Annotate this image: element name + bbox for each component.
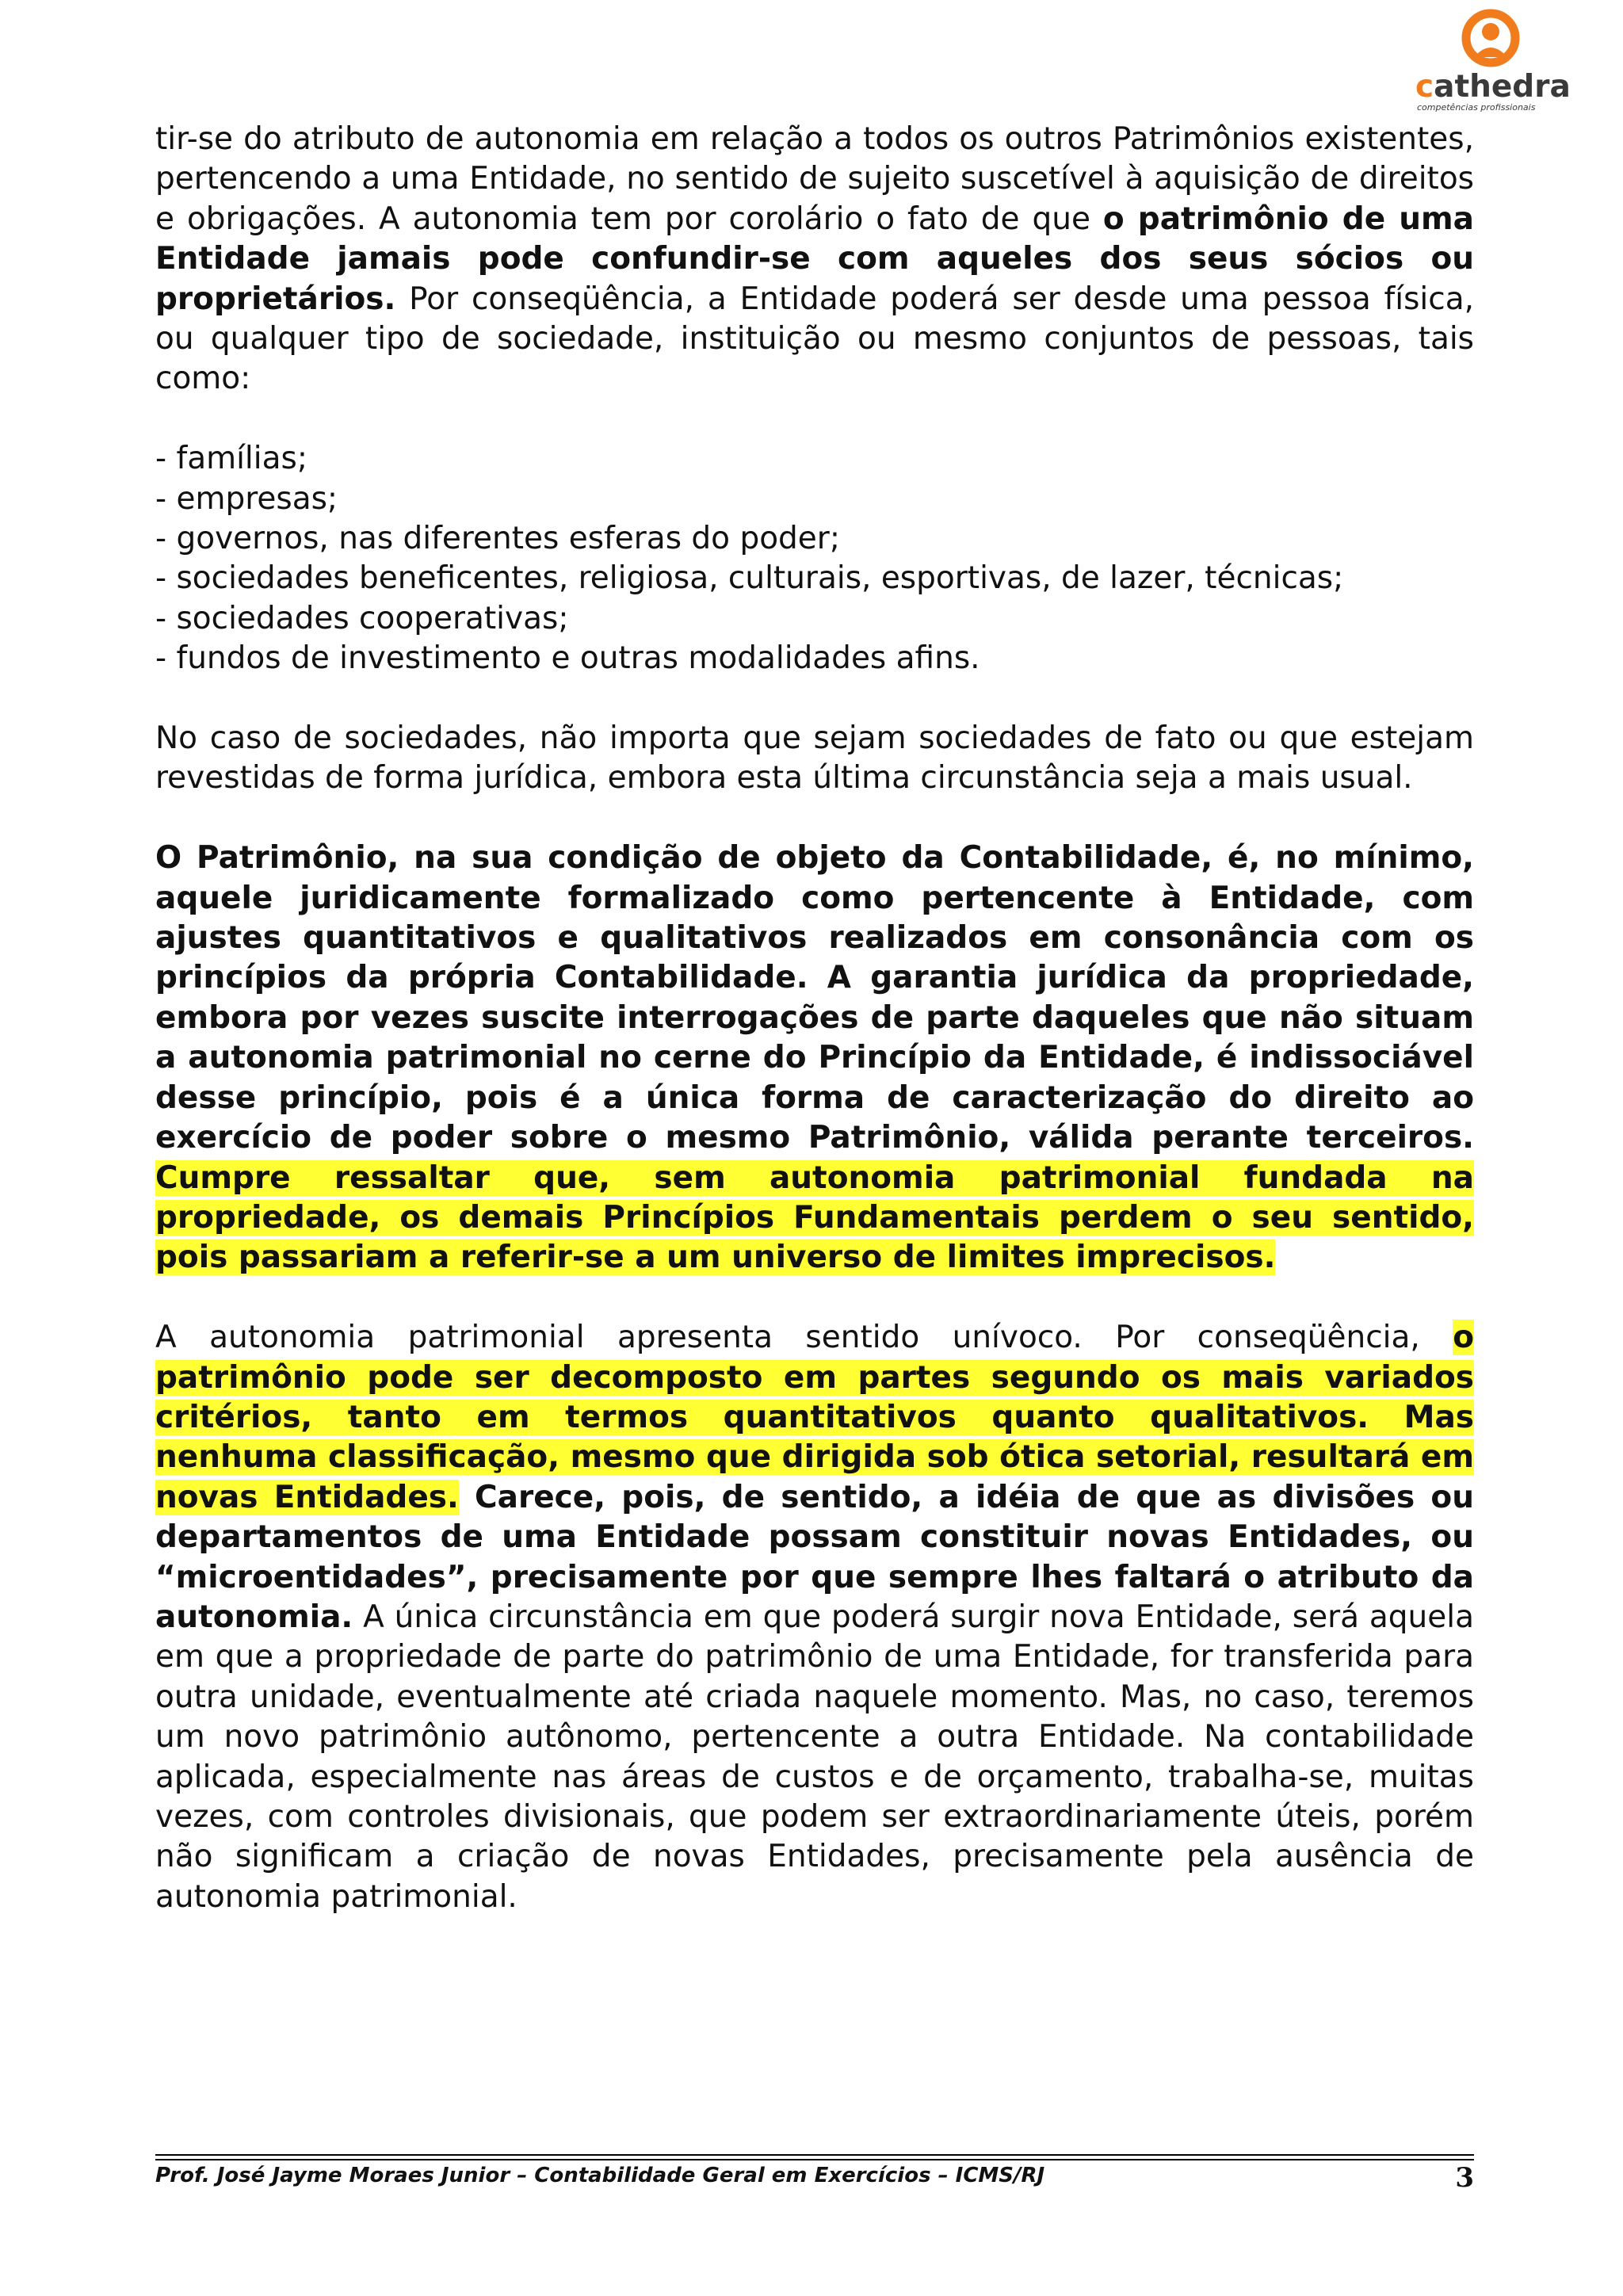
page-number: 3 [1455,2162,1474,2194]
paragraph-3: O Patrimônio, na sua condição de objeto da Contabilidade, é, no mínimo, aquele juridicamente formalizado como pertencente à Entidade, com ajustes quantitativos e qualitativos realizados em consonância com os princípios da própria Contabilidade. A garantia jurídica da propriedade, embora por vezes suscite interrogações de parte daqueles que não situam a autonomia patrimonial no cerne do Princípio da Entidade, é indissociável desse princípio, pois é a única forma de caracterização do direito ao exercício de poder sobre o mesmo Patrimônio, válida perante terceiros. Cumpre ressaltar que, sem autonomia patrimonial fundada na propriedade, os demais Princípios Fundamentais perdem o seu sentido, pois passariam a referir-se a um universo de limites imprecisos. [155,840,1474,1276]
paragraph-2: No caso de sociedades, não importa que sejam sociedades de fato ou que estejam revestidas de forma jurídica, embora esta última circunstância seja a mais usual. [155,720,1474,797]
list-item: - sociedades cooperativas; [155,600,569,636]
list-item: - empresas; [155,480,338,517]
list-item: - fundos de investimento e outras modalidades afins. [155,640,980,677]
logo-tagline: competências profissionais [1417,102,1536,113]
cathedra-logo [1415,8,1571,113]
highlighted-text: Cumpre ressaltar que, sem autonomia patrimonial fundada na propriedade, os demais Princípios Fundamentais perdem o seu sentido, pois passariam a referir-se a um universo de limites imprecisos. [155,1159,1474,1276]
footer-rule [155,2159,1474,2160]
logo-wordmark: cathedra [1415,69,1571,105]
list-item: - sociedades beneficentes, religiosa, culturais, esportivas, de lazer, técnicas; [155,560,1344,597]
paragraph-4: A autonomia patrimonial apresenta sentido unívoco. Por conseqüência, o patrimônio pode ser decomposto em partes segundo os mais variados critérios, tanto em termos quantitativos quanto qualitativos. Mas nenhuma classificação, mesmo que dirigida sob ótica setorial, resultará em novas Entidades. Carece, pois, de sentido, a idéia de que as divisões ou departamentos de uma Entidade possam constituir novas Entidades, ou “microentidades”, precisamente por que sempre lhes faltará o atributo da autonomia. A única circunstância em que poderá surgir nova Entidade, será aquela em que a propriedade de parte do patrimônio de uma Entidade, for transferida para outra unidade, eventualmente até criada naquele momento. Mas, no caso, teremos um novo patrimônio autônomo, pertencente a outra Entidade. Na contabilidade aplicada, especialmente nas áreas de custos e de orçamento, trabalha-se, muitas vezes, com controles divisionais, que podem ser extraordinariamente úteis, porém não significam a criação de novas Entidades, precisamente pela ausência de autonomia patrimonial. [155,1320,1474,1915]
body-text [155,120,1474,1958]
footer-text: Prof. José Jayme Moraes Junior – Contabilidade Geral em Exercícios – ICMS/RJ [155,2164,1045,2187]
list-item: - governos, nas diferentes esferas do poder; [155,521,840,557]
entity-types-list [155,439,1474,678]
highlighted-text: o patrimônio pode ser decomposto em partes segundo os mais variados critérios, tanto em termos quantitativos quanto qualitativos. Mas nenhuma classificação, mesmo que dirigida sob ótica setorial, resultará em novas Entidades. [155,1320,1474,1515]
list-item: - famílias; [155,441,307,477]
person-ring-icon [1457,8,1525,73]
footer-rule [155,2154,1474,2156]
paragraph-1: tir-se do atributo de autonomia em relação a todos os outros Patrimônios existentes, pertencendo a uma Entidade, no sentido de sujeito suscetível à aquisição de direitos e obrigações. A autonomia tem por corolário o fato de que o patrimônio de uma Entidade jamais pode confundir-se com aqueles dos seus sócios ou proprietários. Por conseqüência, a Entidade poderá ser desde uma pessoa física, ou qualquer tipo de sociedade, instituição ou mesmo conjuntos de pessoas, tais como: [155,121,1474,397]
